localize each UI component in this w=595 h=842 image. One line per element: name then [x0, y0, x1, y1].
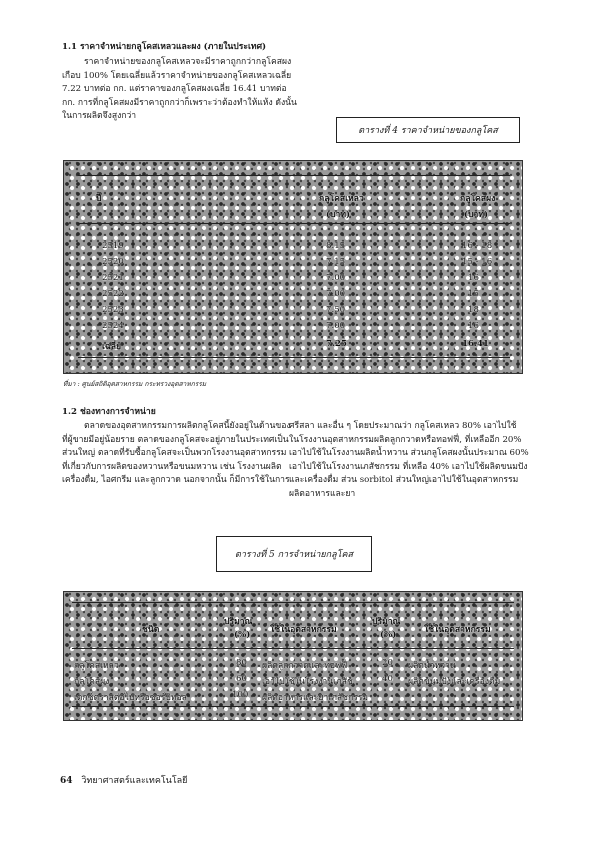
table-top-rule: [78, 175, 510, 176]
table-cell: ผลิตลูกกวาดและทอฟฟี่: [262, 661, 348, 671]
section-1-2-left-column: [62, 420, 291, 488]
table-cell: 16 - 18: [462, 241, 493, 251]
paragraph-line: ศรีสลา และอื่น ๆ โดยประมาณว่า กลูโคสเหลว 80% เอาไปใช้: [289, 421, 517, 431]
table-5-header-qty1: ปริมาณ: [224, 617, 253, 627]
table-cell: เอาไปใช้ในโรงงานเภสัช: [262, 677, 353, 687]
table-cell: 40: [382, 674, 393, 684]
table-cell: 2523: [102, 305, 124, 315]
page-footer: [60, 773, 187, 787]
table-cell: เดกซ์ตราสต่อไปหรือซอร์บิทอล: [74, 693, 187, 703]
table-4-source: ที่มา : ศูนย์สถิติอุตสาหกรรม กระทรวงอุตสาหกรรม: [63, 380, 207, 388]
section-1-1-heading: 1.1 ราคาจำหน่ายกลูโคสเหลวและผง (ภายในประเทศ): [62, 42, 267, 52]
table-cell: 20: [382, 658, 393, 668]
table-5-header-industry1: ใช้ในอุตสาหกรรม: [270, 625, 337, 635]
table-cell: 8.15: [326, 241, 346, 251]
table-cell: 60: [236, 674, 247, 684]
table-header-rule: [72, 648, 514, 649]
table-5-header-qty1-unit: (%): [234, 630, 251, 640]
table-cell: 2522: [102, 289, 124, 299]
section-1-2-heading: 1.2 ช่องทางการจำหน่าย: [62, 407, 156, 417]
table-cell: ผลิตขนมปังและเครื่องดื่ม: [408, 677, 501, 687]
paragraph-line: ส่วนใหญ่ ตลาดที่รับซื้อกลูโคสจะเป็นพวกโรงงานอุตสาหกรรม: [62, 448, 287, 459]
table-5-header-type: ชนิด: [142, 625, 160, 635]
table-cell: 2521: [102, 273, 124, 283]
table-5: [63, 591, 523, 721]
table-cell: 15 - 16: [462, 257, 493, 267]
paragraph-line: เกือบ 100% โดยเฉลี่ยแล้วราคาจำหน่ายของกลูโคสเหลวเฉลี่ย: [62, 70, 292, 81]
paragraph-line: 7.22 บาทต่อ กก. แต่ราคาของกลูโคสผงเฉลี่ย 16.41 บาทต่อ: [62, 84, 287, 95]
paragraph-line: ที่เกี่ยวกับการผลิตของหวานหรือขนมหวาน เช่น โรงงานผลิต: [62, 461, 282, 472]
table-cell: 18: [468, 305, 479, 315]
paragraph-line: กก. การที่กลูโคสผงมีราคาถูกกว่าก็เพราะว่าต้องทำให้แห้ง ดังนั้น: [62, 97, 297, 108]
table-cell: 2519: [102, 241, 124, 251]
table-4-header-powder: กลูโคสผง: [460, 194, 496, 204]
table-5-caption-text: ตารางที่ 5 การจำหน่ายกลูโคส: [235, 550, 353, 560]
table-cell: 80: [236, 658, 247, 668]
table-cell: 2520: [102, 257, 124, 267]
table-cell: เฉลี่ย: [102, 342, 122, 352]
table-cell: ผลิตน้ำหวาน: [408, 661, 456, 671]
table-cell: 2524: [102, 321, 124, 331]
table-5-caption: [216, 536, 372, 572]
table-4-caption-text: ตารางที่ 4 ราคาจำหน่ายของกลูโคส: [358, 126, 498, 136]
paragraph-line: ตลาดของอุตสาหกรรมการผลิตกลูโคสนี้ยังอยู่ในด้านของ: [84, 421, 291, 431]
paragraph-line: ในโรงงานอุตสาหกรรมผลิตลูกกวาดหรือทอฟฟี่, ที่เหลืออีก 20%: [289, 434, 522, 445]
table-cell: 7.00: [326, 289, 346, 299]
table-4-header-liquid-unit: (บาท): [326, 210, 351, 220]
table-4-caption: [336, 117, 520, 143]
table-cell: 16.41: [462, 339, 489, 349]
table-4-header-powder-unit: (บาท): [464, 210, 489, 220]
journal-name: วิทยาศาสตร์และเทคโนโลยี: [81, 776, 188, 786]
table-5-header-industry2: ใช้ในอุตสาหกรรม: [424, 625, 491, 635]
table-cell: 16: [468, 321, 479, 331]
table-cell: 7.25: [326, 339, 347, 349]
table-4-header-year: ปี: [96, 194, 102, 204]
table-cell: 15: [468, 289, 479, 299]
paragraph-line: ที่ผู้ขายมีอยู่น้อยราย ตลาดของกลูโคสจะอยู่ภายในประเทศเป็น: [62, 434, 289, 445]
table-cell: กลูโคสเหลว: [74, 661, 119, 671]
page-number: 64: [60, 776, 73, 786]
table-cell: 7.00: [326, 273, 346, 283]
table-cell: กลูโคสผง: [74, 677, 110, 687]
table-cell: 16: [468, 273, 479, 283]
table-bottom-rule: [78, 357, 510, 358]
paragraph-line: เอาไปใช้ในโรงงานผลิตน้ำหวาน ส่วนกลูโคสผงนั้นประมาณ 60%: [289, 448, 529, 459]
paragraph-line: เครื่องดื่ม, ไอศกรีม และลูกกวาด นอกจากนั้น ก็มีการใช้ในการ: [62, 475, 290, 486]
paragraph-line: ราคาจำหน่ายของกลูโคสเหลวจะมีราคาถูกกว่ากลูโคสผง: [84, 57, 292, 67]
table-cell: 100: [232, 690, 249, 700]
paragraph-line: เอาไปใช้ในโรงงานเภสัชกรรม ที่เหลือ 40% เอาไปใช้ผลิตขนมปัง: [289, 461, 528, 472]
paragraph-line: ในการผลิตจึงสูงกว่า: [62, 111, 137, 122]
table-header-rule: [78, 223, 510, 224]
table-cell: 7.00: [326, 321, 346, 331]
table-4-header-liquid: กลูโคสเหลว: [319, 194, 364, 204]
table-5-header-qty2-unit: (%): [380, 630, 397, 640]
table-4: [63, 160, 523, 374]
table-cell: ผลิตอาหารและยาเภสัชกรรม: [262, 693, 369, 703]
section-1-1-paragraph: [62, 56, 297, 124]
table-bottom-rule: [72, 706, 514, 707]
paragraph-line: และเครื่องดื่ม ส่วน sorbitol ส่วนใหญ่เอาไปใช้ในอุตสาหกรรม: [289, 475, 519, 486]
table-5-header-qty2: ปริมาณ: [372, 617, 401, 627]
table-top-rule: [72, 602, 514, 603]
paragraph-line: ผลิตอาหารและยา: [289, 488, 356, 499]
table-cell: 7.15: [326, 257, 346, 267]
table-cell: 7.50: [326, 305, 346, 315]
section-1-2-right-column: [289, 420, 529, 502]
